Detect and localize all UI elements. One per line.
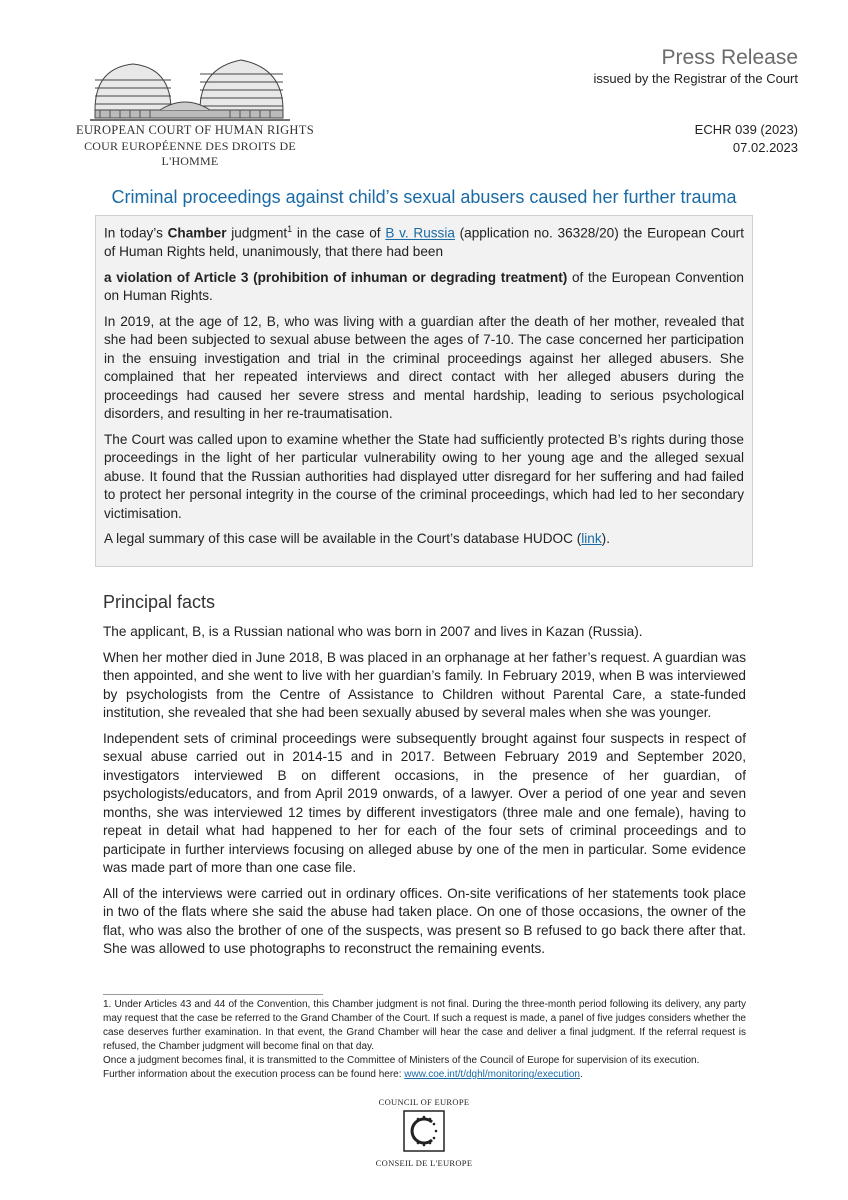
footnote-ref: 1 [287,224,293,234]
coe-name-en: COUNCIL OF EUROPE [378,1097,470,1107]
execution-text: Further information about the execution process can be found here: [103,1069,405,1080]
footnote-paragraph-3 [103,1068,746,1082]
summary-intro-mid2: in the case of [292,225,386,241]
reference-number: ECHR 039 (2023) [694,122,798,137]
footnote-paragraph-1: 1. Under Articles 43 and 44 of the Convention, this Chamber judgment is not final. During the three-month period following its delivery, any party may request that the case be referred to the Grand Chamber of the Court. If such a request is made, a panel of five judges considers whether the case deserves further examination. In that event, the Grand Chamber will hear the case and deliver a final judgment. If the referral request is refused, the Chamber judgment will become final on that day. [103,999,746,1052]
summary-intro-post: (application no. 36328/20) the European Court of Human Rights held, unanimously, that there had been [104,225,744,260]
summary-intro-mid: judgment [226,225,288,241]
facts-paragraph: When her mother died in June 2018, B was placed in an orphanage at her father’s request. A guardian was then appointed, and she went to live with her guardian’s family. In February 2019, when B was interviewed by psychologists from the Centre of Assistance to Children without Parental Care, a state-funded institution, she revealed that she had been sexually abused by several males when she was younger. [103,649,746,720]
headline: Criminal proceedings against child’s sexual abusers caused her further trauma [111,187,737,207]
facts-paragraph: The applicant, B, is a Russian national who was born in 2007 and lives in Kazan (Russia). [103,624,643,639]
summary-paragraph-5 [104,530,744,549]
press-release-title: Press Release [661,46,798,69]
summary-paragraph-4: The Court was called upon to examine whether the State had sufficiently protected B’s rights during those proceedings in the light of her particular vulnerability owing to her young age and the alleged sexual abuse. It found that the Russian authorities had displayed utter disregard for her suffering and had failed to protect her personal integrity in the course of the criminal proceedings, which had led to her secondary victimisation. [104,431,744,521]
hudoc-link[interactable]: link [581,531,602,547]
violation-paragraph [104,269,744,306]
summary-box [95,215,753,567]
case-link[interactable]: B v. Russia [385,225,455,241]
principal-facts-heading: Principal facts [103,592,216,612]
hudoc-text-post: ). [601,531,610,547]
violation-text: a violation of Article 3 (prohibition of inhuman or degrading treatment) [104,269,568,285]
council-of-europe-logo [384,1110,464,1154]
hudoc-text: A legal summary of this case will be available in the Court’s database HUDOC ( [104,531,582,547]
summary-intro-pre: In today’s [104,225,168,241]
violation-post: of the European Convention on Human Rights. [104,269,744,304]
facts-paragraph: Independent sets of criminal proceedings were subsequently brought against four suspects in respect of sexual abuse carried out in 2014-15 and in 2017. Between February 2019 and September 2020, investigators interviewed B on different occasions, in the presence of her guardian, of psychologists/educators, and from April 2019 onwards, of a lawyer. Over a period of one year and seven months, she was interviewed 12 times by different investigators (three male and one female), having to repeat in detail what had happened to her for each of the four sets of criminal proceedings and to participate in further interviews focusing on alleged abuse by one of the men in particular. Some evidence was made part of more than one case file. [103,730,746,875]
facts-paragraph: All of the interviews were carried out in ordinary offices. On-site verifications of her statements took place in two of the flats where she said the abuse had taken place. On one of those occasions, the owner of the flat, who was also the brother of one of the suspects, was present so B refused to go back there after that. She was allowed to use photographs to reconstruct the remaining events. [103,885,746,956]
principal-facts-body [103,623,746,966]
press-release-subtitle: issued by the Registrar of the Court [593,71,798,86]
release-date: 07.02.2023 [732,140,798,155]
execution-link[interactable]: www.coe.int/t/dghl/monitoring/execution [404,1069,580,1080]
chamber-label: Chamber [167,225,227,241]
footnote [103,998,746,1082]
court-name-en: EUROPEAN COURT OF HUMAN RIGHTS [76,123,314,137]
coe-name-fr: CONSEIL DE L'EUROPE [375,1158,473,1168]
footnote-paragraph-2: Once a judgment becomes final, it is transmitted to the Committee of Ministers of the Council of Europe for supervision of its execution. [103,1055,700,1066]
summary-intro [104,220,744,262]
execution-text-post: . [579,1069,583,1080]
summary-paragraph-3: In 2019, at the age of 12, B, who was living with a guardian after the death of her mother, revealed that she had been subjected to sexual abuse between the ages of 7-10. The case concerned her participation in the ensuing investigation and trial in the criminal proceedings against her alleged abusers. She complained that her repeated interviews and direct contact with her alleged abusers during the proceedings had caused her severe stress and mental hardship, leading to serious psychological disorders, and resulting in her re-traumatisation. [104,313,744,422]
court-name-fr: COUR EUROPÉENNE DES DROITS DE L'HOMME [84,139,296,168]
footnote-divider [103,994,323,995]
